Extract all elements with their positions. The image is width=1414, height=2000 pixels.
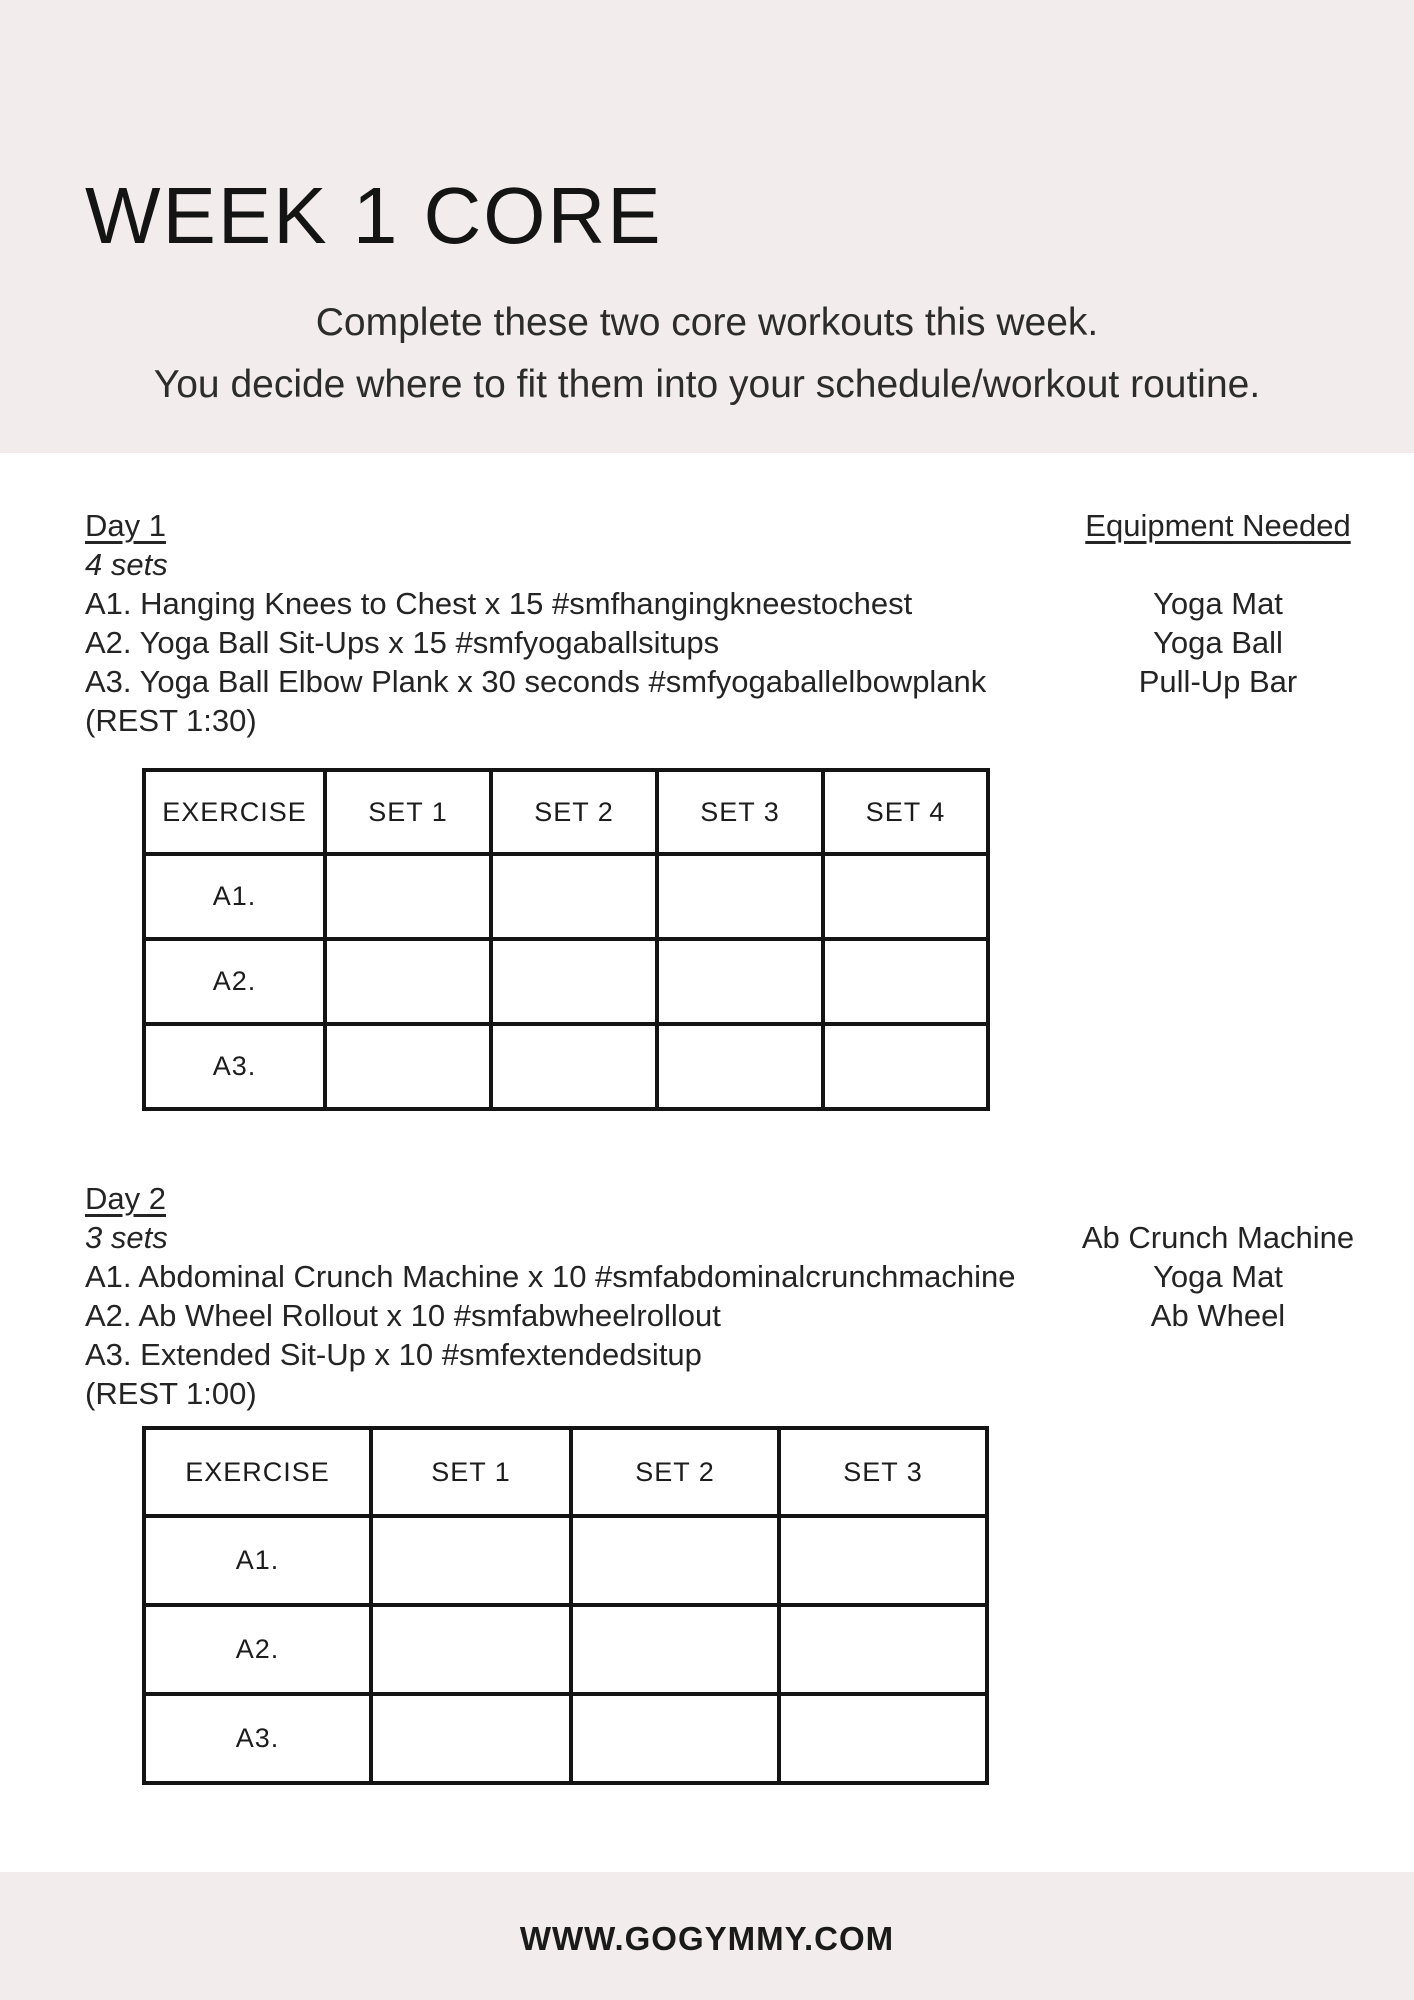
- column-header-set2: SET 2: [571, 1428, 779, 1516]
- day1-exercise-3: A3. Yoga Ball Elbow Plank x 30 seconds #smfyogaballelbowplank: [85, 664, 987, 699]
- row-label-a3: A3.: [144, 1694, 371, 1783]
- table-row: [144, 854, 988, 939]
- set-cell-empty: [657, 854, 823, 939]
- set-cell-empty: [823, 854, 988, 939]
- set-cell-empty: [371, 1605, 571, 1694]
- set-cell-empty: [823, 939, 988, 1024]
- row-label-a1: A1.: [144, 1516, 371, 1605]
- row-label-a3: A3.: [144, 1024, 325, 1109]
- day2-equipment-0: Ab Crunch Machine: [1081, 1220, 1355, 1255]
- day2-exercise-2: A2. Ab Wheel Rollout x 10 #smfabwheelrollout: [85, 1298, 721, 1333]
- set-cell-empty: [779, 1516, 987, 1605]
- table-row: [144, 1024, 988, 1109]
- column-header-set4: SET 4: [823, 770, 988, 854]
- table-row: [144, 1694, 987, 1783]
- day1-rest-note: (REST 1:30): [85, 703, 257, 738]
- day2-log-table: [142, 1426, 989, 1785]
- day2-exercise-3: A3. Extended Sit-Up x 10 #smfextendedsitup: [85, 1337, 702, 1372]
- table-row: [144, 939, 988, 1024]
- set-cell-empty: [325, 939, 491, 1024]
- subtitle-line-2: You decide where to fit them into your schedule/workout routine.: [153, 363, 1261, 406]
- day1-equipment-heading: Equipment Needed: [1085, 508, 1351, 543]
- day2-rest-note: (REST 1:00): [85, 1376, 257, 1411]
- subtitle-line-1: Complete these two core workouts this week.: [315, 301, 1099, 344]
- table-row: [144, 1516, 987, 1605]
- day1-sets-note: 4 sets: [85, 547, 168, 582]
- set-cell-empty: [779, 1605, 987, 1694]
- column-header-set3: SET 3: [657, 770, 823, 854]
- day1-exercise-1: A1. Hanging Knees to Chest x 15 #smfhangingkneestochest: [85, 586, 913, 621]
- column-header-exercise: EXERCISE: [144, 1428, 371, 1516]
- set-cell-empty: [491, 1024, 657, 1109]
- column-header-set1: SET 1: [371, 1428, 571, 1516]
- day1-log-table: [142, 768, 990, 1111]
- set-cell-empty: [823, 1024, 988, 1109]
- set-cell-empty: [571, 1605, 779, 1694]
- set-cell-empty: [371, 1694, 571, 1783]
- set-cell-empty: [657, 1024, 823, 1109]
- set-cell-empty: [657, 939, 823, 1024]
- row-label-a2: A2.: [144, 1605, 371, 1694]
- footer-url: WWW.GOGYMMY.COM: [519, 1920, 895, 1957]
- table-row: [144, 1605, 987, 1694]
- row-label-a2: A2.: [144, 939, 325, 1024]
- set-cell-empty: [571, 1694, 779, 1783]
- table-row: [144, 770, 988, 854]
- table-row: [144, 1428, 987, 1516]
- day1-equipment-2: Yoga Ball: [1153, 625, 1283, 660]
- day2-sets-note: 3 sets: [85, 1220, 168, 1255]
- set-cell-empty: [325, 854, 491, 939]
- column-header-set3: SET 3: [779, 1428, 987, 1516]
- day1-exercise-2: A2. Yoga Ball Sit-Ups x 15 #smfyogaballsitups: [85, 625, 720, 660]
- set-cell-empty: [491, 939, 657, 1024]
- page-title: WEEK 1 CORE: [85, 171, 663, 260]
- column-header-exercise: EXERCISE: [144, 770, 325, 854]
- day2-equipment-1: Yoga Mat: [1153, 1259, 1283, 1294]
- set-cell-empty: [371, 1516, 571, 1605]
- day2-heading: Day 2: [85, 1181, 166, 1216]
- day1-equipment-3: Pull-Up Bar: [1138, 664, 1298, 699]
- day2-equipment-2: Ab Wheel: [1150, 1298, 1286, 1333]
- set-cell-empty: [491, 854, 657, 939]
- set-cell-empty: [571, 1516, 779, 1605]
- day1-heading: Day 1: [85, 508, 166, 543]
- column-header-set1: SET 1: [325, 770, 491, 854]
- column-header-set2: SET 2: [491, 770, 657, 854]
- set-cell-empty: [325, 1024, 491, 1109]
- day1-equipment-1: Yoga Mat: [1153, 586, 1283, 621]
- page-subtitle: [40, 292, 1374, 416]
- day2-exercise-1: A1. Abdominal Crunch Machine x 10 #smfabdominalcrunchmachine: [85, 1259, 1016, 1294]
- set-cell-empty: [779, 1694, 987, 1783]
- row-label-a1: A1.: [144, 854, 325, 939]
